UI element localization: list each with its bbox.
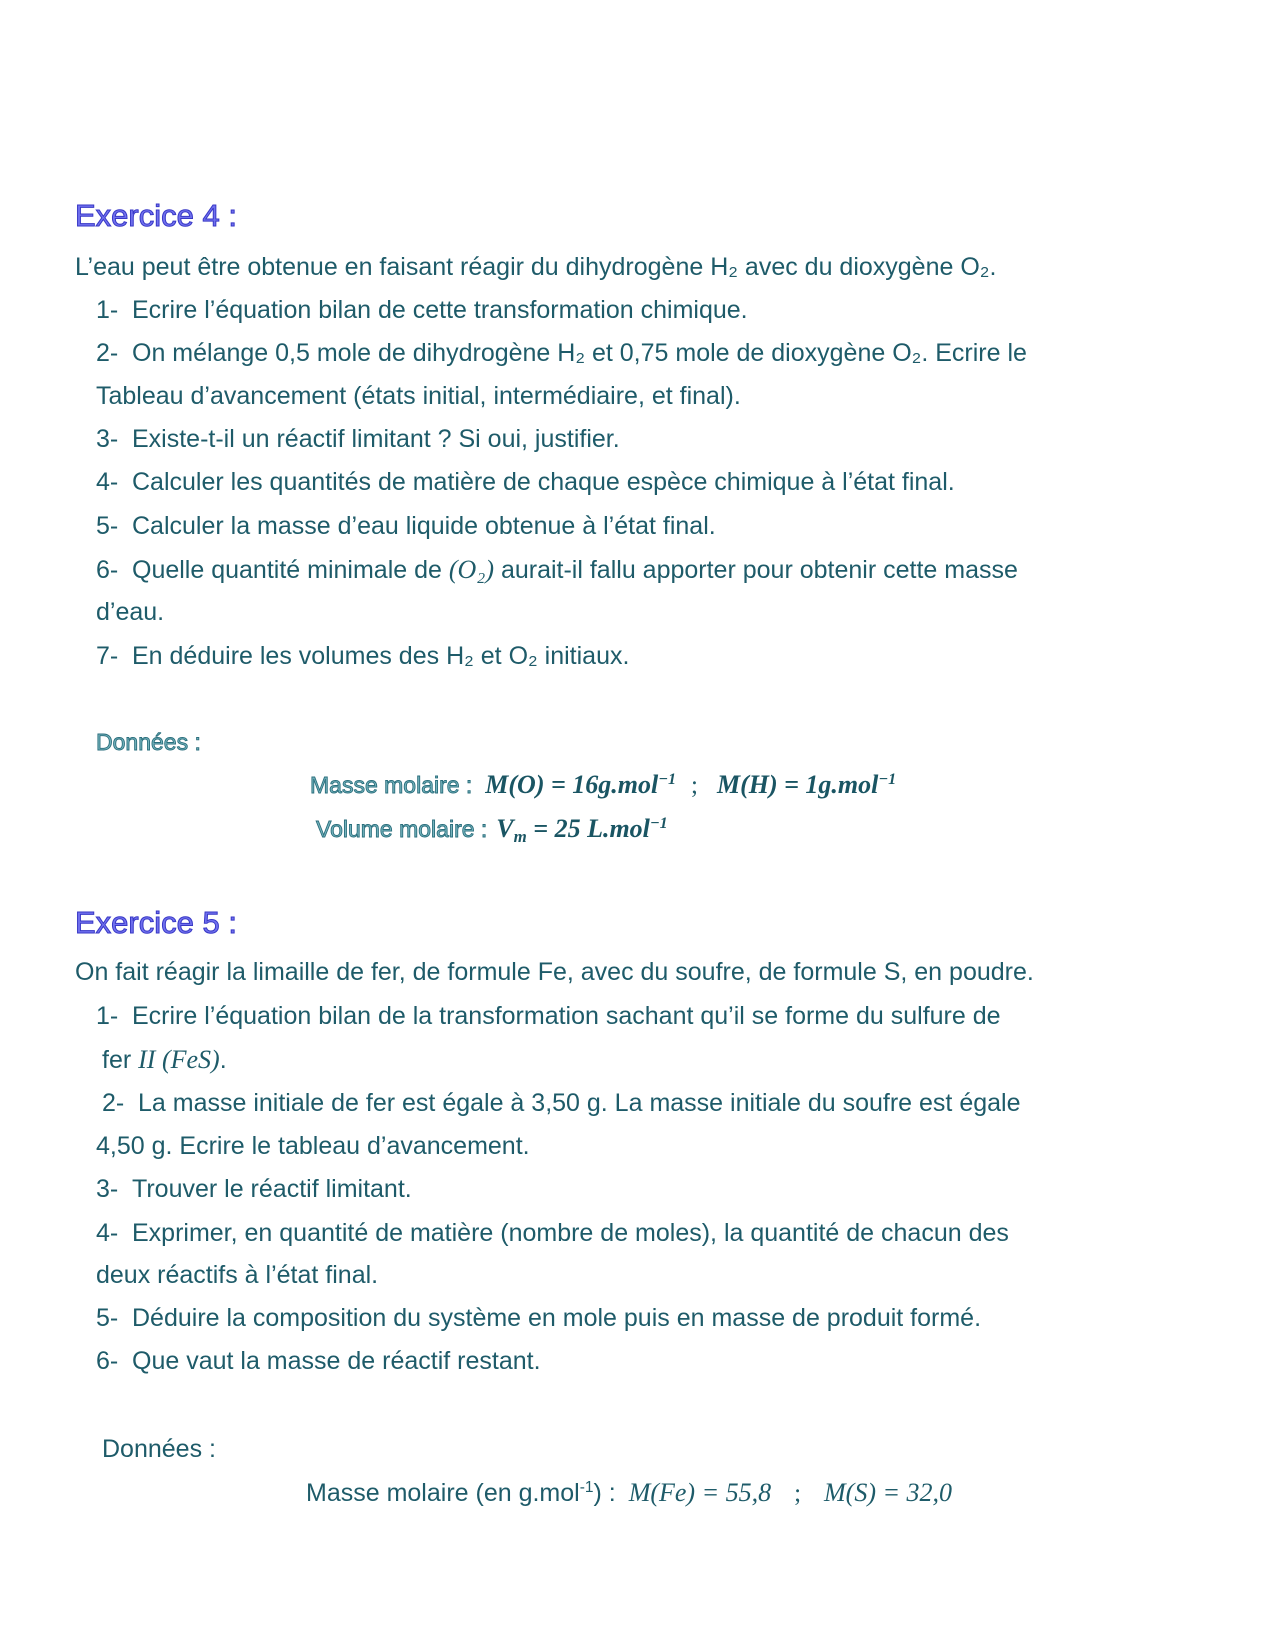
question-text: On mélange 0,5 mole de dihydrogène H₂ et 0,75 mole de dioxygène O₂. Ecrire le xyxy=(132,339,1027,367)
question-text: Calculer la masse d’eau liquide obtenue à l’état final. xyxy=(132,512,716,540)
exercise-4-molar-volume-line xyxy=(316,807,668,854)
molar-mass-oxygen-base: M(O) = 16g.mol xyxy=(485,770,659,799)
exercise-5-title: Exercice 5 : xyxy=(75,905,237,940)
question-text: Déduire la composition du système en mole puis en masse de produit formé. xyxy=(132,1304,982,1332)
question-number: 5- xyxy=(96,512,119,540)
question-text-after: aurait-il fallu apporter pour obtenir cette masse xyxy=(494,556,1018,584)
molar-mass-label: Masse molaire : xyxy=(310,772,473,798)
question-text: Quelle quantité minimale de xyxy=(132,556,449,584)
question-number: 1- xyxy=(96,296,119,324)
continuation-text: fer xyxy=(102,1046,139,1074)
molar-mass-oxygen xyxy=(485,770,676,799)
math-o2: (O₂) xyxy=(448,555,494,584)
question-number: 6- xyxy=(96,556,119,584)
exercise-5-question-1 xyxy=(96,995,1001,1038)
exercise-5-data-title: Données : xyxy=(102,1435,216,1463)
question-text: Trouver le réactif limitant. xyxy=(132,1175,412,1203)
exercise-4-question-3 xyxy=(96,418,620,461)
question-text: Existe-t-il un réactif limitant ? Si oui, justifier. xyxy=(132,425,620,453)
molar-mass-sulfur: M(S) = 32,0 xyxy=(824,1478,953,1507)
exercise-4-question-2-continuation: Tableau d’avancement (états initial, intermédiaire, et final). xyxy=(96,382,741,410)
question-number: 4- xyxy=(96,468,119,496)
molar-mass-hydrogen-exponent: −1 xyxy=(878,771,897,789)
question-number: 4- xyxy=(96,1219,119,1247)
molar-volume-label: Volume molaire : xyxy=(316,816,488,842)
separator: ; xyxy=(794,1480,802,1507)
exercise-4-data-title: Données : xyxy=(96,729,201,755)
exercise-5-question-2 xyxy=(102,1082,1020,1125)
exercise-4-title: Exercice 4 : xyxy=(75,198,237,233)
exercise-5-question-6 xyxy=(96,1340,541,1383)
exercise-4-question-2 xyxy=(96,332,1027,375)
question-number: 6- xyxy=(96,1347,119,1375)
exercise-4-question-1 xyxy=(96,289,748,332)
molar-mass-label-end: ) : xyxy=(593,1479,616,1507)
exercise-5-question-4 xyxy=(96,1212,1009,1255)
question-number: 3- xyxy=(96,1175,119,1203)
exercise-5-question-1-continuation xyxy=(102,1038,227,1082)
exercise-4-question-7 xyxy=(96,635,629,678)
exercise-5-question-3 xyxy=(96,1168,412,1211)
question-text: La masse initiale de fer est égale à 3,50 g. La masse initiale du soufre est égale xyxy=(138,1089,1021,1117)
exercise-4-molar-mass-line xyxy=(310,763,896,810)
molar-volume-value xyxy=(496,814,668,847)
molar-mass-label-exponent: -1 xyxy=(579,1479,594,1497)
question-number: 3- xyxy=(96,425,119,453)
question-number: 5- xyxy=(96,1304,119,1332)
question-number: 2- xyxy=(102,1089,125,1117)
exercise-5-molar-mass-line xyxy=(306,1471,952,1518)
molar-volume-symbol: V xyxy=(496,814,514,843)
separator: ; xyxy=(691,772,698,799)
question-text: Calculer les quantités de matière de chaque espèce chimique à l’état final. xyxy=(132,468,955,496)
question-number: 7- xyxy=(96,642,119,670)
exercise-4-question-5 xyxy=(96,505,716,548)
question-number: 2- xyxy=(96,339,119,367)
question-text: En déduire les volumes des H₂ et O₂ initiaux. xyxy=(132,642,630,670)
question-text: Ecrire l’équation bilan de cette transformation chimique. xyxy=(132,296,748,324)
molar-mass-label xyxy=(306,1479,616,1507)
molar-volume-subscript: m xyxy=(513,827,527,847)
exercise-4-question-6 xyxy=(96,548,1018,592)
molar-mass-hydrogen-base: M(H) = 1g.mol xyxy=(716,770,879,799)
question-number: 1- xyxy=(96,1002,119,1030)
molar-volume-rest: = 25 L.mol xyxy=(526,814,650,843)
exercise-5-question-4-continuation: deux réactifs à l’état final. xyxy=(96,1261,379,1289)
exercise-5-question-5 xyxy=(96,1297,981,1340)
exercise-4-question-6-continuation: d’eau. xyxy=(96,598,165,626)
exercise-5-question-2-continuation: 4,50 g. Ecrire le tableau d’avancement. xyxy=(96,1132,530,1160)
molar-mass-iron: M(Fe) = 55,8 xyxy=(628,1478,772,1507)
question-text: Que vaut la masse de réactif restant. xyxy=(132,1347,541,1375)
molar-volume-exponent: −1 xyxy=(649,815,668,833)
molar-mass-hydrogen xyxy=(717,770,896,799)
molar-mass-label-text: Masse molaire (en g.mol xyxy=(306,1479,580,1507)
math-fes: II (FeS) xyxy=(138,1045,220,1074)
question-text: Exprimer, en quantité de matière (nombre de moles), la quantité de chacun des xyxy=(132,1219,1009,1247)
molar-mass-oxygen-exponent: −1 xyxy=(658,771,677,789)
continuation-end: . xyxy=(219,1046,227,1074)
exercise-5-intro: On fait réagir la limaille de fer, de formule Fe, avec du soufre, de formule S, en poudre. xyxy=(75,958,1034,986)
exercise-4-question-4 xyxy=(96,461,955,504)
exercise-4-intro: L’eau peut être obtenue en faisant réagir du dihydrogène H₂ avec du dioxygène O₂. xyxy=(75,253,997,281)
question-text: Ecrire l’équation bilan de la transformation sachant qu’il se forme du sulfure de xyxy=(132,1002,1001,1030)
